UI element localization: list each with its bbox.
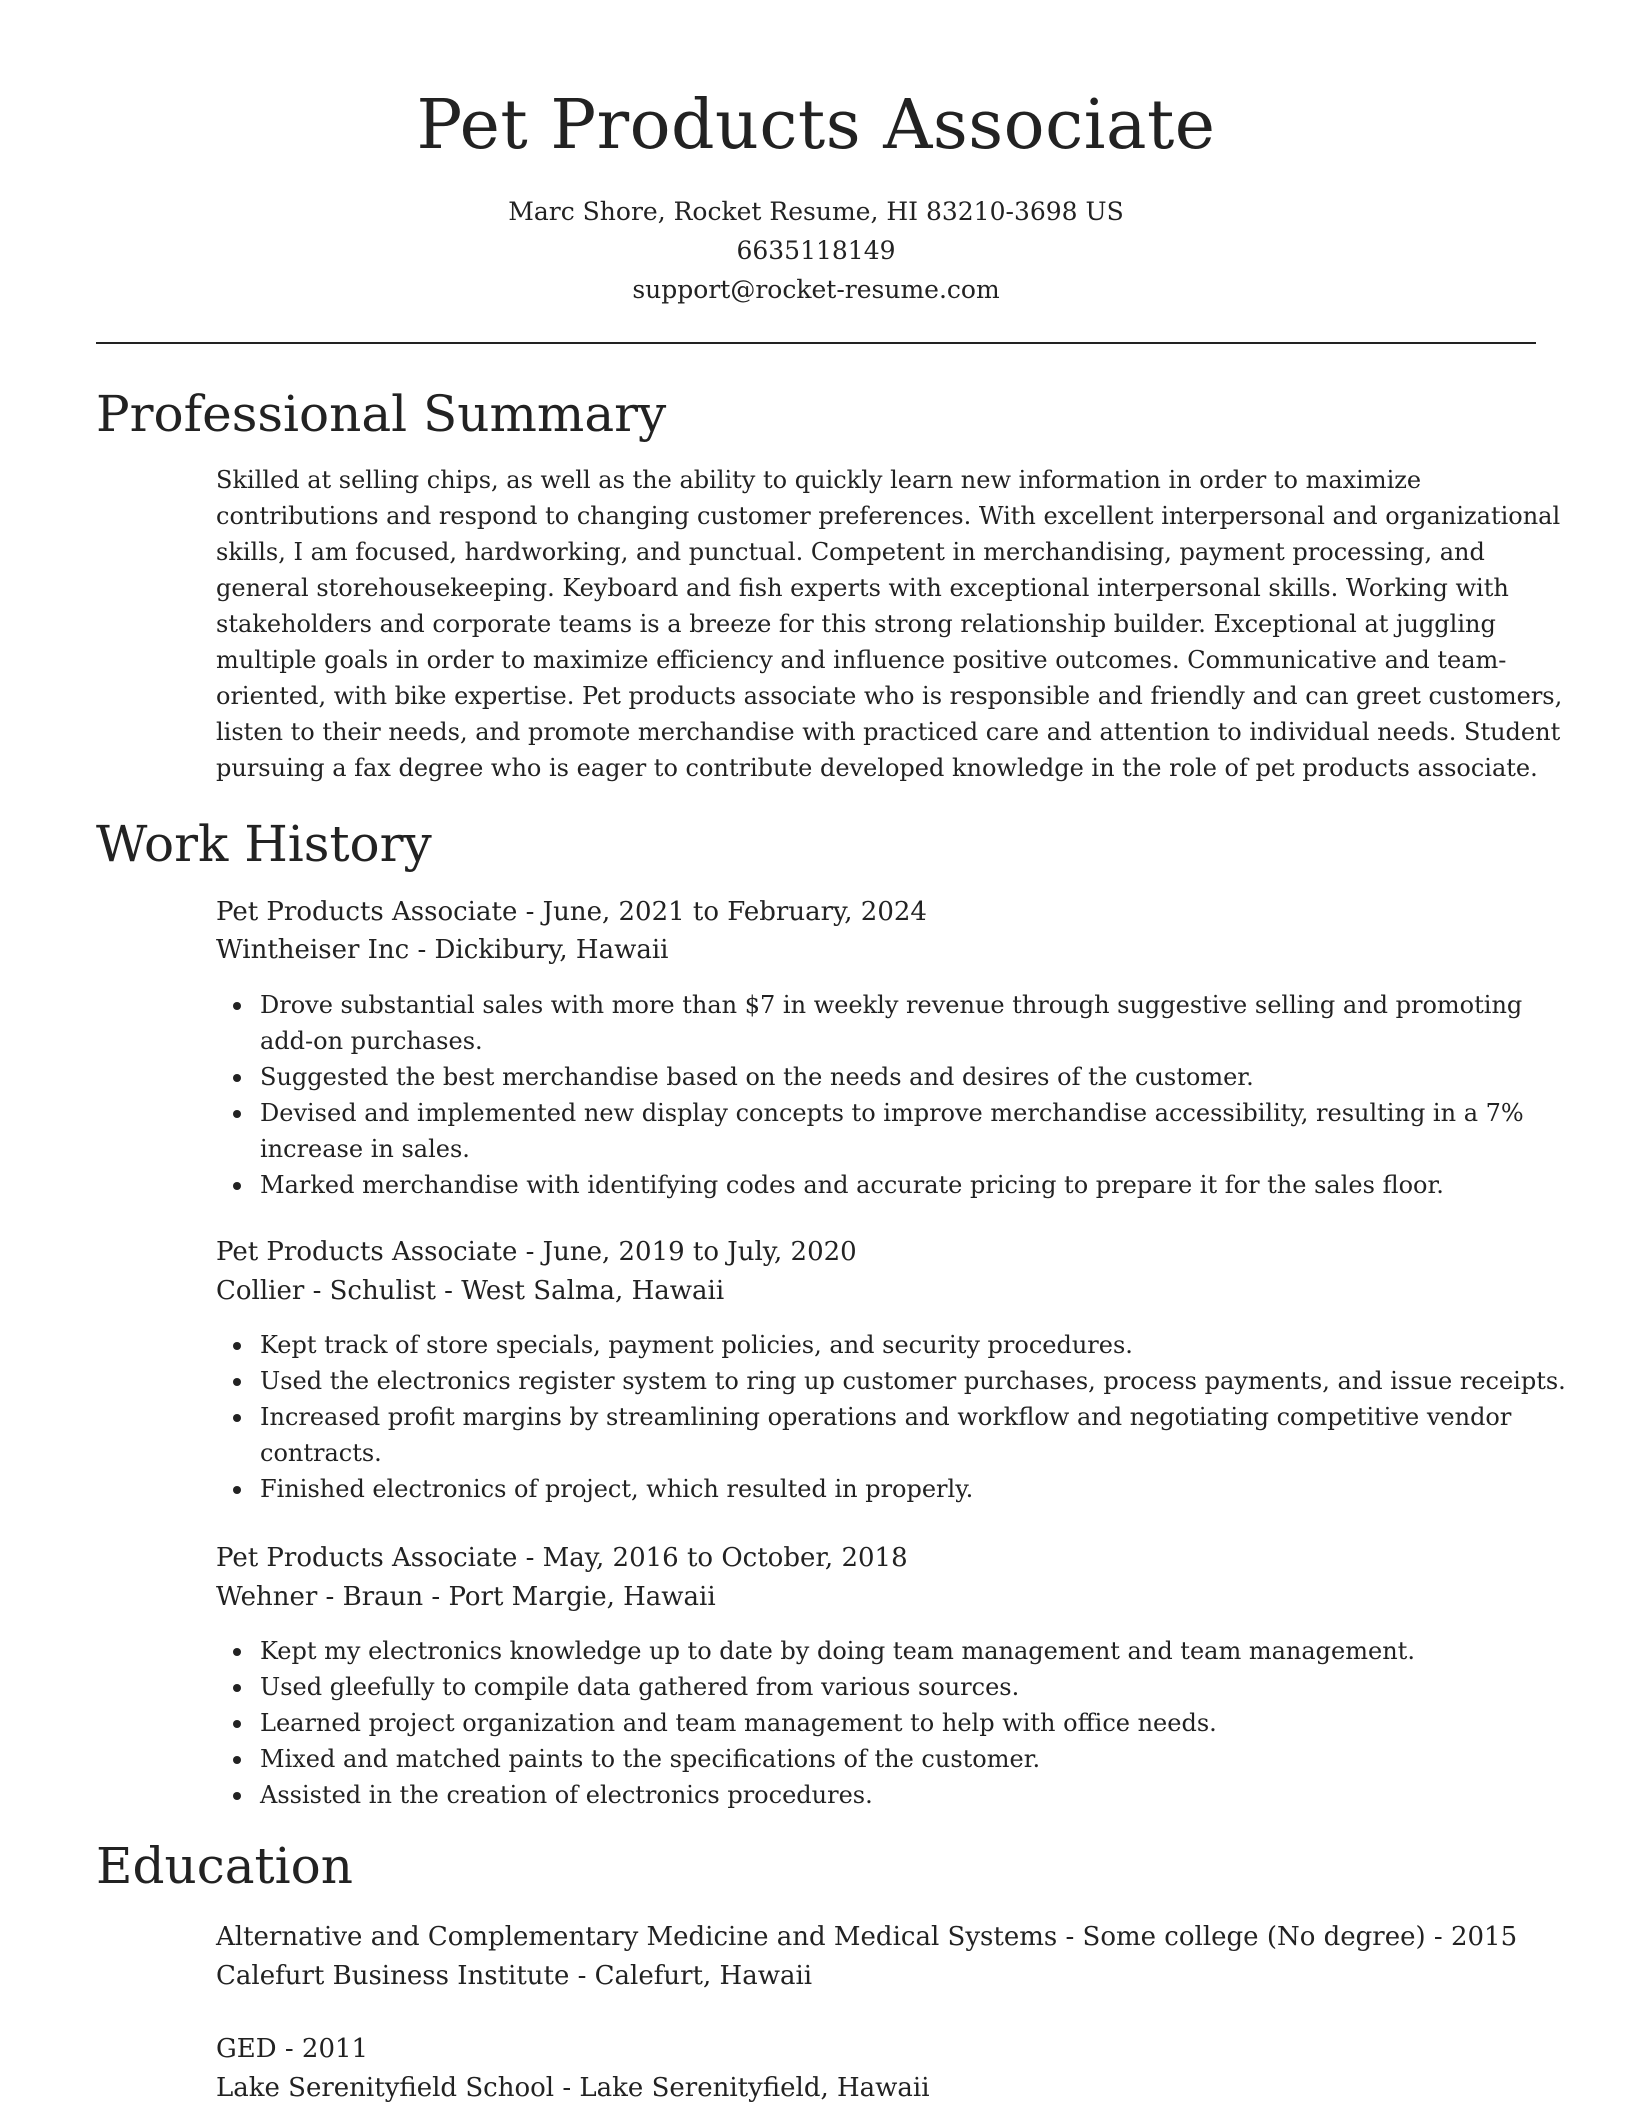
job-bullet-list [216,987,1536,1203]
job-bullet: Kept my electronics knowledge up to date by doing team management and team management. [216,1633,1536,1669]
work-history-heading: Work History [96,815,432,873]
job-company-line: Collier - Schulist - West Salma, Hawaii [216,1276,725,1306]
education-school-line: Lake Serenityfield School - Lake Serenityfield, Hawaii [216,2073,930,2103]
job-bullet: Used gleefully to compile data gathered from various sources. [216,1669,1536,1705]
contact-phone: 6635118149 [736,236,896,265]
job-company-line: Wintheiser Inc - Dickibury, Hawaii [216,935,669,965]
job-bullet-list [216,1633,1536,1813]
summary-line: pursuing a fax degree who is eager to contribute developed knowledge in the role of pet products associate. [216,754,1538,782]
summary-heading: Professional Summary [96,385,667,443]
summary-text [216,462,1563,786]
job-company-line: Wehner - Braun - Port Margie, Hawaii [216,1582,716,1612]
education-heading: Education [96,1837,353,1895]
job-bullet: Devised and implemented new display concepts to improve merchandise accessibility, resulting in a 7% increase in sales. [216,1095,1536,1167]
summary-line: stakeholders and corporate teams is a breeze for this strong relationship builder. Exceptional at juggling [216,610,1496,638]
job-bullet: Mixed and matched paints to the specifications of the customer. [216,1741,1536,1777]
contact-email: support@rocket-resume.com [632,275,1000,304]
education-degree-line: GED - 2011 [216,2034,369,2064]
job-bullet: Learned project organization and team management to help with office needs. [216,1705,1536,1741]
job-bullet: Kept track of store specials, payment policies, and security procedures. [216,1327,1536,1363]
education-school-line: Calefurt Business Institute - Calefurt, Hawaii [216,1961,813,1991]
job-title-line: Pet Products Associate - June, 2019 to July, 2020 [216,1237,857,1267]
job-bullet: Finished electronics of project, which resulted in properly. [216,1471,1536,1507]
job-bullet: Used the electronics register system to ring up customer purchases, process payments, and issue receipts. [216,1363,1536,1399]
job-bullet: Suggested the best merchandise based on the needs and desires of the customer. [216,1059,1536,1095]
summary-line: skills, I am focused, hardworking, and punctual. Competent in merchandising, payment processing, and [216,538,1485,566]
job-bullet: Assisted in the creation of electronics procedures. [216,1777,1536,1813]
header-divider [96,342,1536,344]
summary-line: general storehousekeeping. Keyboard and fish experts with exceptional interpersonal skills. Working with [216,574,1509,602]
contact-block [0,192,1632,309]
summary-line: oriented, with bike expertise. Pet products associate who is responsible and friendly and can greet customers, [216,682,1563,710]
contact-address: Marc Shore, Rocket Resume, HI 83210-3698 US [508,197,1124,226]
job-bullet: Marked merchandise with identifying codes and accurate pricing to prepare it for the sales floor. [216,1167,1536,1203]
summary-line: contributions and respond to changing customer preferences. With excellent interpersonal and organizational [216,502,1561,530]
summary-line: multiple goals in order to maximize efficiency and influence positive outcomes. Communicative and team- [216,646,1507,674]
job-title-line: Pet Products Associate - June, 2021 to February, 2024 [216,897,927,927]
job-title-line: Pet Products Associate - May, 2016 to October, 2018 [216,1543,908,1573]
resume-title: Pet Products Associate [416,86,1216,165]
education-degree-line: Alternative and Complementary Medicine and Medical Systems - Some college (No degree) - 2015 [216,1922,1518,1952]
job-bullet: Drove substantial sales with more than $7 in weekly revenue through suggestive selling and promoting add-on purchases. [216,987,1536,1059]
job-bullet: Increased profit margins by streamlining operations and workflow and negotiating competitive vendor contracts. [216,1399,1536,1471]
summary-line: listen to their needs, and promote merchandise with practiced care and attention to individual needs. Student [216,718,1561,746]
summary-line: Skilled at selling chips, as well as the ability to quickly learn new information in order to maximize [216,466,1422,494]
job-bullet-list [216,1327,1566,1507]
